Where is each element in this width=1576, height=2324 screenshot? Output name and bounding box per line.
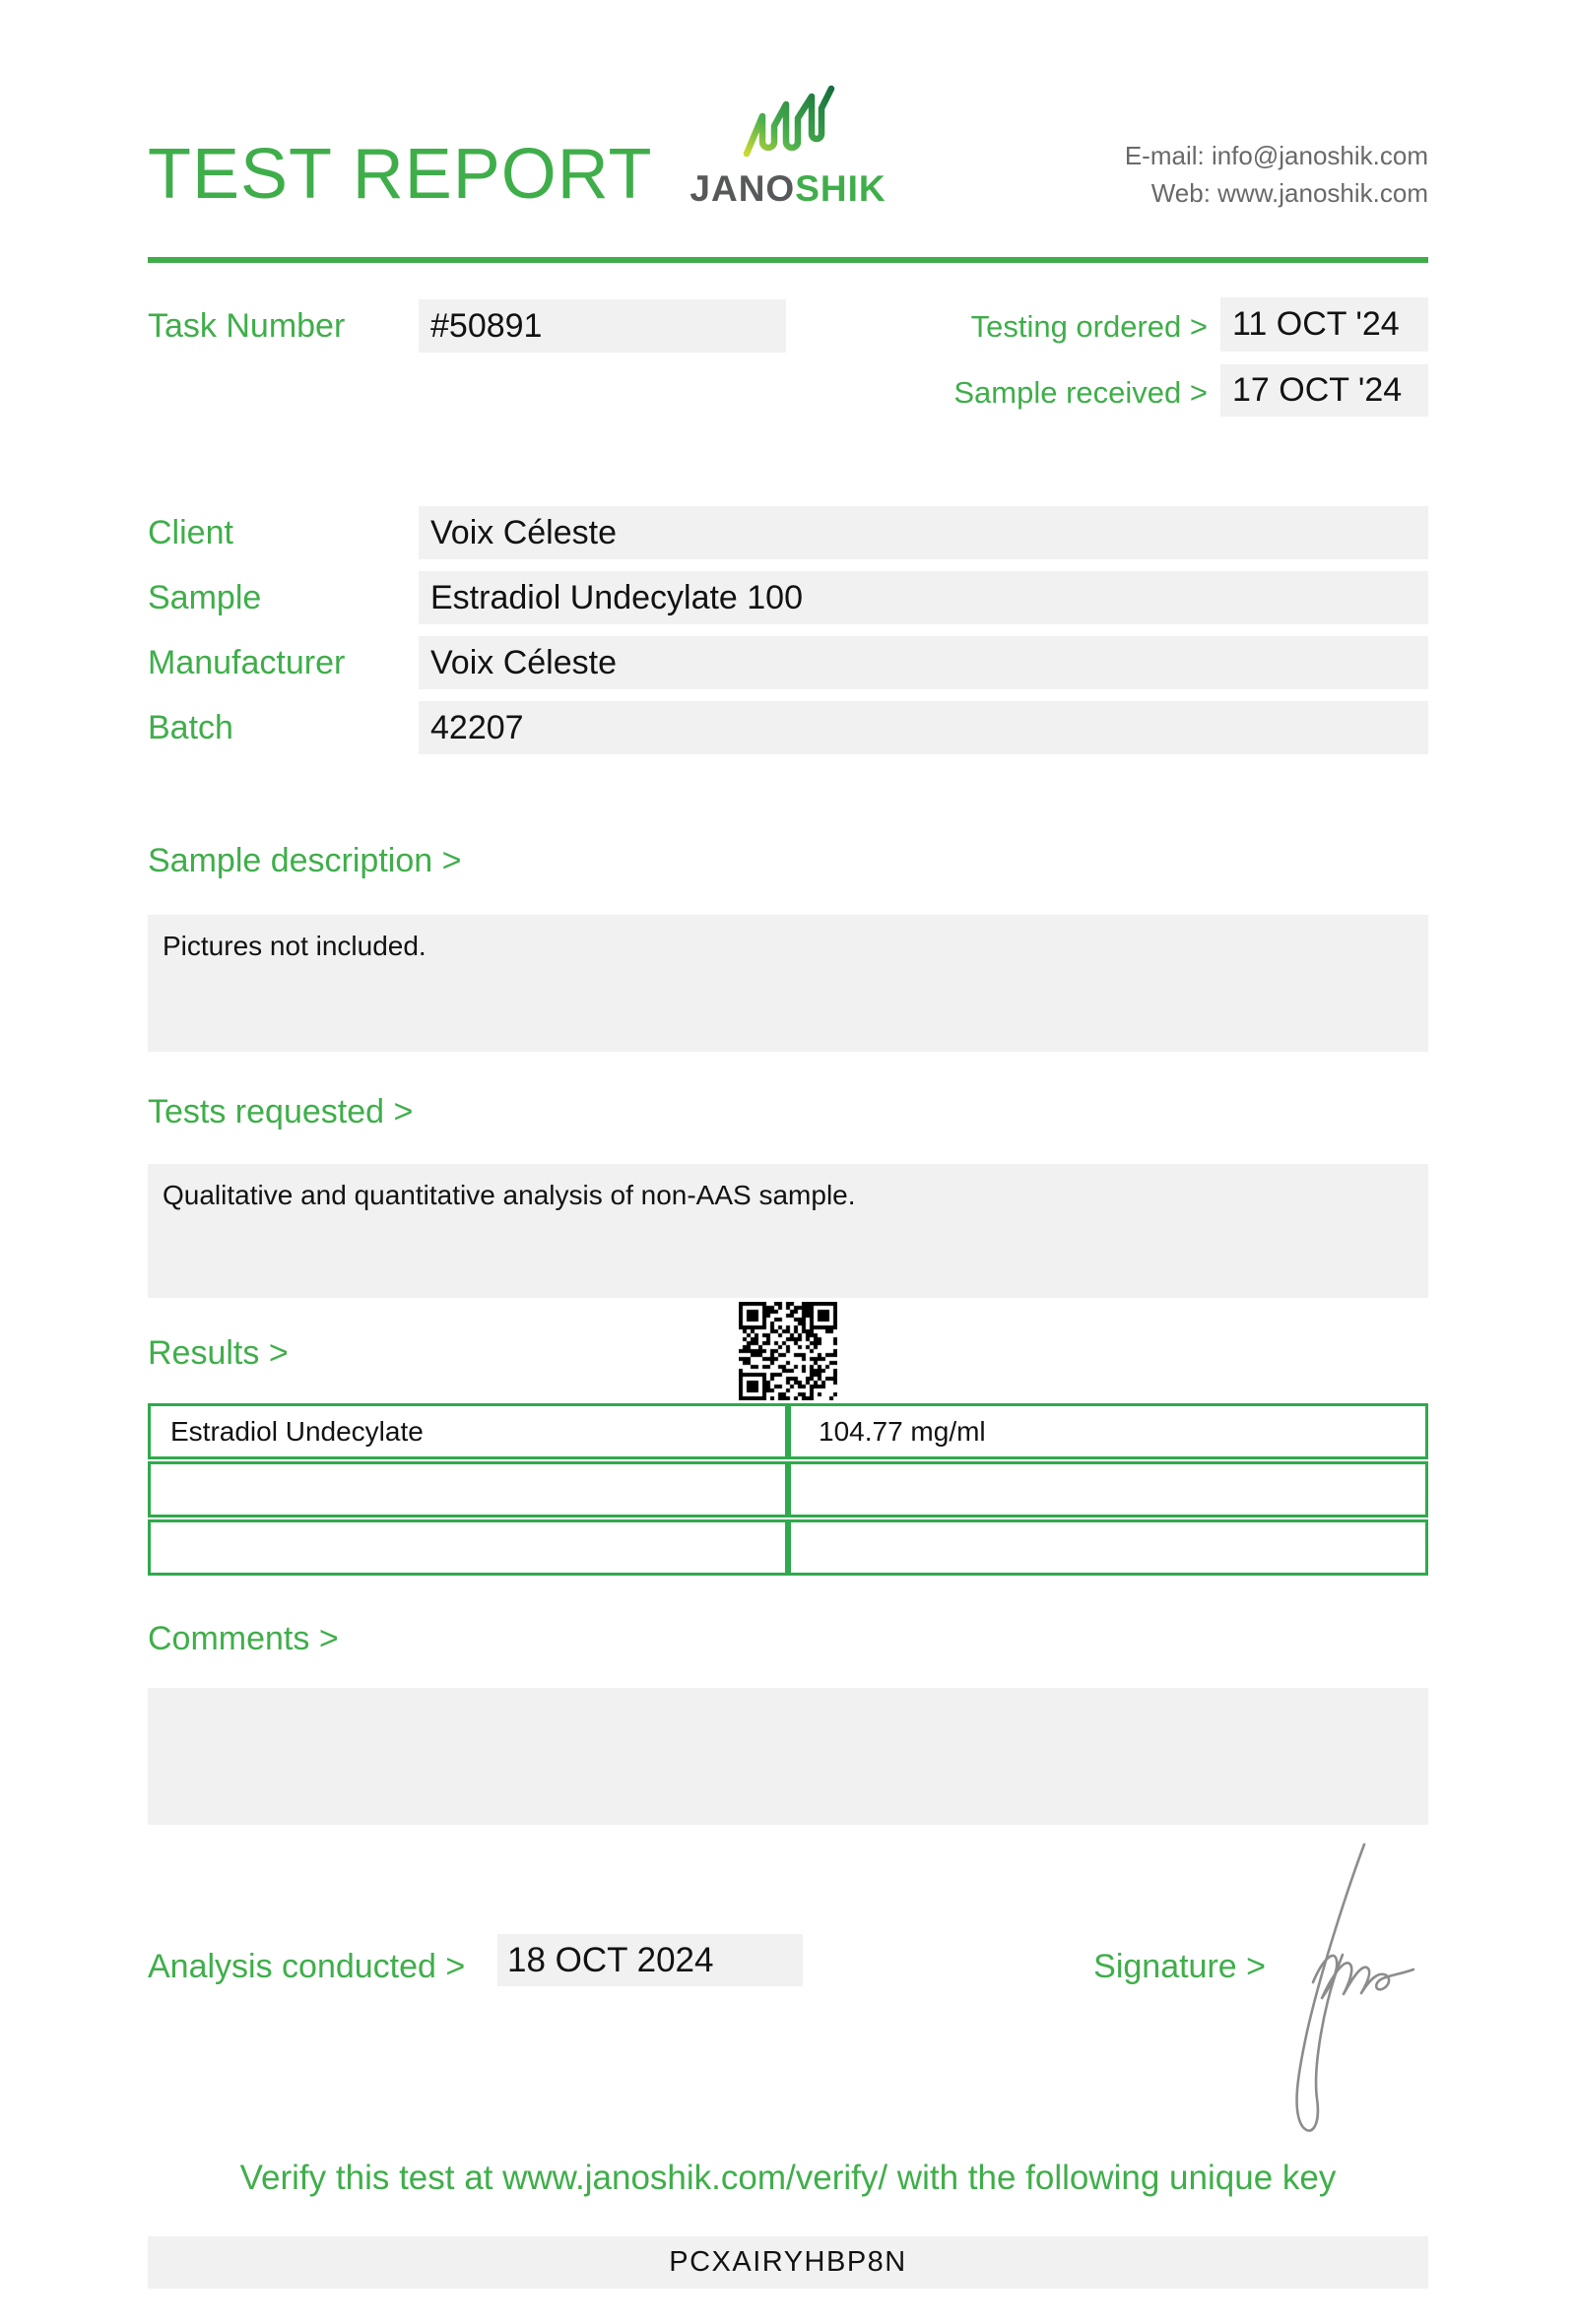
tests-requested-box bbox=[148, 1164, 1428, 1298]
table-cell-analyte bbox=[148, 1461, 788, 1517]
info-row-manufacturer bbox=[419, 636, 1428, 689]
logo-wordmark-shik: SHIK bbox=[795, 168, 886, 209]
testing-ordered-label: Testing ordered > bbox=[970, 309, 1208, 344]
table-row bbox=[148, 1461, 1428, 1517]
table-cell-result bbox=[788, 1461, 1428, 1517]
page-title: TEST REPORT bbox=[148, 135, 653, 214]
table-cell-result bbox=[788, 1519, 1428, 1576]
info-row-label-sample: Sample bbox=[148, 579, 262, 616]
table-cell-analyte: Estradiol Undecylate bbox=[148, 1403, 788, 1459]
comments-text bbox=[148, 1688, 1428, 1704]
info-row-client bbox=[419, 506, 1428, 559]
task-number-box bbox=[419, 299, 786, 353]
unique-key-value: PCXAIRYHBP8N bbox=[669, 2246, 907, 2278]
info-row-value-manufacturer: Voix Céleste bbox=[430, 644, 617, 681]
table-row bbox=[148, 1403, 1428, 1459]
sample-description-text: Pictures not included. bbox=[163, 931, 427, 961]
signature-label: Signature > bbox=[1093, 1948, 1266, 1985]
section-heading-results: Results > bbox=[148, 1334, 289, 1372]
section-heading-sample-description: Sample description > bbox=[148, 842, 462, 879]
sample-received-date: 17 OCT '24 bbox=[1232, 371, 1403, 409]
table-cell-result: 104.77 mg/ml bbox=[788, 1403, 1428, 1459]
table-row bbox=[148, 1519, 1428, 1576]
task-number-label: Task Number bbox=[148, 307, 346, 345]
unique-key-box bbox=[148, 2236, 1428, 2289]
verify-text: Verify this test at www.janoshik.com/verify/ with the following unique key bbox=[239, 2159, 1337, 2197]
section-heading-comments: Comments > bbox=[148, 1620, 339, 1657]
contact-block bbox=[985, 137, 1428, 212]
logo-wordmark-jano: JANO bbox=[690, 168, 796, 209]
info-row-label-manufacturer: Manufacturer bbox=[148, 644, 346, 681]
comments-box bbox=[148, 1688, 1428, 1825]
section-heading-tests-requested: Tests requested > bbox=[148, 1093, 414, 1130]
info-row-value-sample: Estradiol Undecylate 100 bbox=[430, 579, 804, 616]
tests-requested-text: Qualitative and quantitative analysis of non-AAS sample. bbox=[163, 1180, 856, 1210]
testing-ordered-date: 11 OCT '24 bbox=[1232, 305, 1400, 343]
task-number-value: #50891 bbox=[430, 307, 543, 345]
info-row-label-client: Client bbox=[148, 514, 233, 551]
sample-received-label: Sample received > bbox=[953, 375, 1208, 410]
sample-description-box bbox=[148, 915, 1428, 1052]
analysis-date: 18 OCT 2024 bbox=[507, 1941, 714, 1979]
info-row-value-client: Voix Céleste bbox=[430, 514, 617, 551]
janoshik-logo-icon bbox=[741, 79, 835, 161]
info-row-label-batch: Batch bbox=[148, 709, 233, 746]
analysis-date-box bbox=[497, 1934, 803, 1986]
info-row-batch bbox=[419, 701, 1428, 754]
testing-ordered-box bbox=[1220, 297, 1428, 352]
analysis-conducted-label: Analysis conducted > bbox=[148, 1948, 466, 1985]
qr-code bbox=[739, 1302, 837, 1400]
logo-wordmark bbox=[678, 168, 898, 210]
signature-image bbox=[1266, 1835, 1438, 2142]
header-divider bbox=[148, 257, 1428, 263]
info-row-value-batch: 42207 bbox=[430, 709, 524, 746]
sample-received-box bbox=[1220, 364, 1428, 417]
results-table bbox=[148, 1403, 1428, 1576]
contact-email: E-mail: info@janoshik.com bbox=[1124, 141, 1428, 170]
contact-web: Web: www.janoshik.com bbox=[1150, 178, 1428, 208]
info-row-sample bbox=[419, 571, 1428, 624]
table-cell-analyte bbox=[148, 1519, 788, 1576]
